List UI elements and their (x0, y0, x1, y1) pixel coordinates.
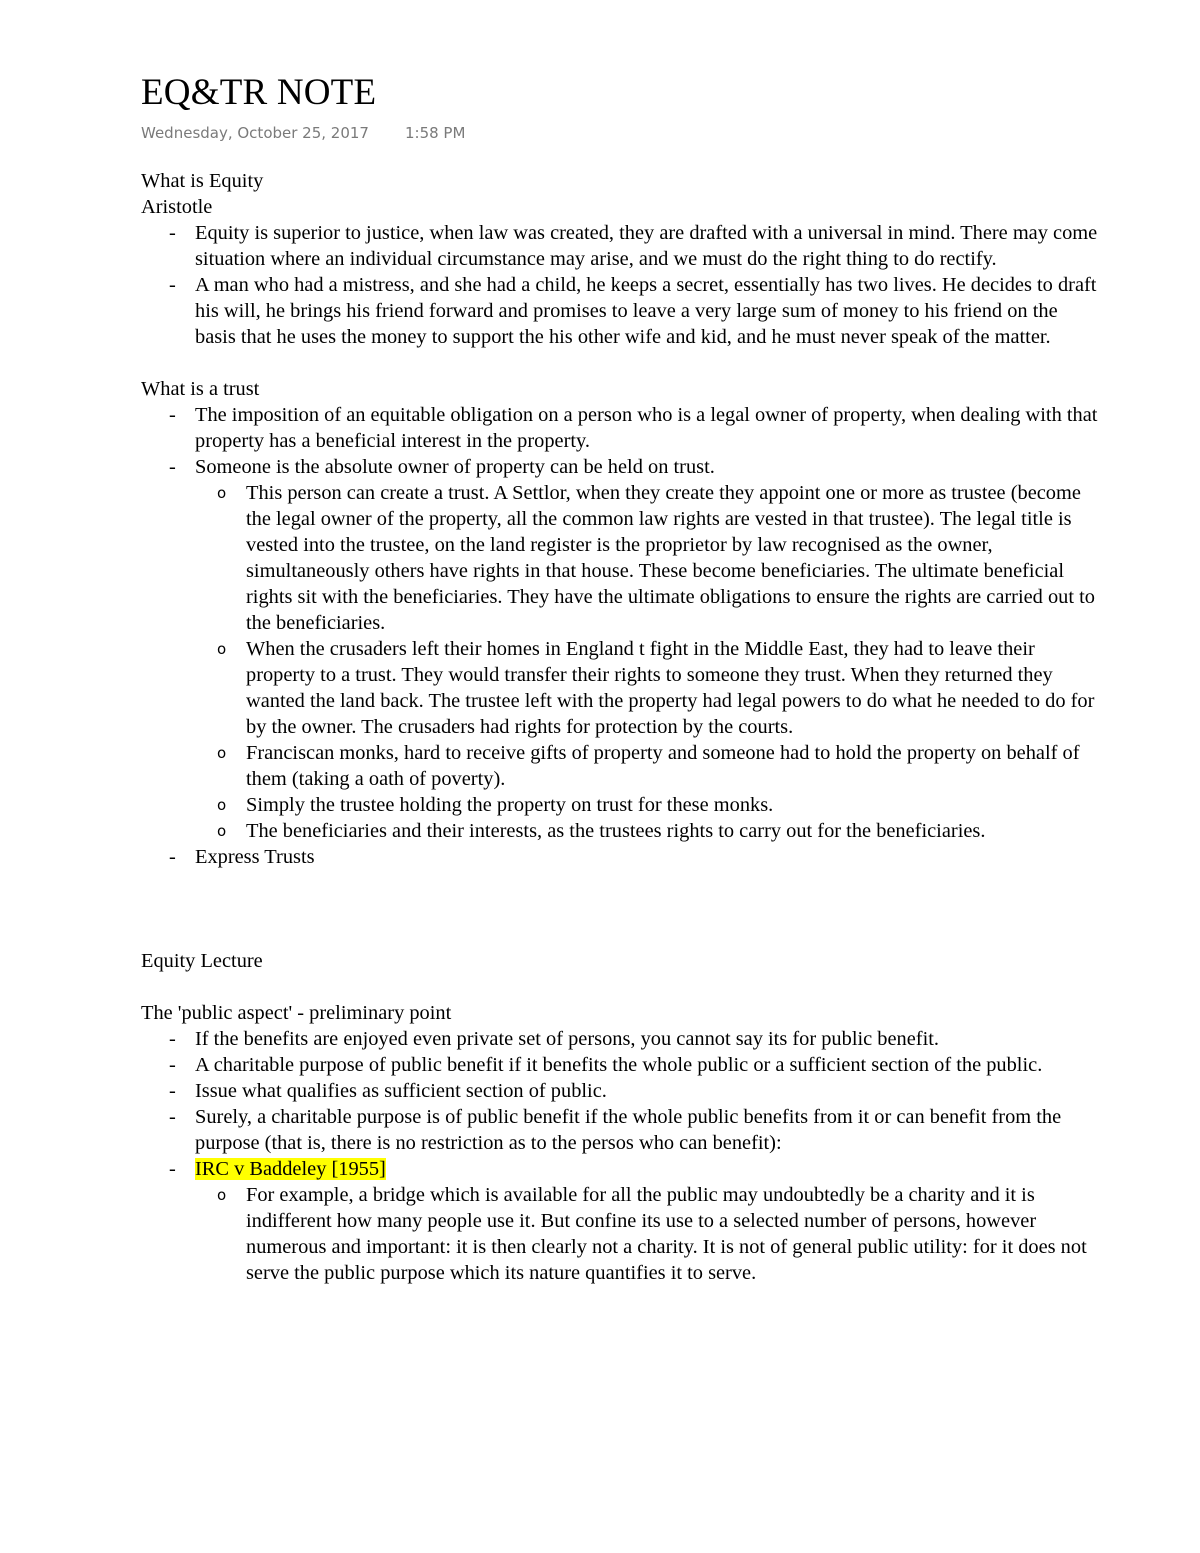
list-item: - Equity is superior to justice, when law was created, they are drafted with a universal in mind. There may come situation where an individual circumstance may arise, and we must do the right thing to do rectify. (169, 222, 1098, 270)
note-title: EQ&TR NOTE (141, 72, 377, 113)
list-item: - If the benefits are enjoyed even private set of persons, you cannot say its for public benefit. (169, 1028, 940, 1050)
dash-bullet-icon: - (169, 1080, 176, 1102)
list-item: - A charitable purpose of public benefit if it benefits the whole public or a sufficient section of the public. (169, 1054, 1043, 1076)
note-body (141, 168, 1101, 1286)
dash-bullet-icon: - (169, 222, 176, 244)
circle-bullet-icon: o (217, 744, 227, 762)
list-item: - Surely, a charitable purpose is of public benefit if the whole public benefits from it or can benefit from the purpose (that is, there is no restriction as to the persos who can benefit): (169, 1106, 1062, 1154)
note-date: Wednesday, October 25, 2017 (141, 124, 369, 142)
section-heading: Equity Lecture (141, 950, 263, 972)
note-time: 1:58 PM (404, 124, 466, 142)
sub-list-item: o The beneficiaries and their interests, as the trustees rights to carry out for the beneficiaries. (217, 820, 986, 842)
list-item: - A man who had a mistress, and she had a child, he keeps a secret, essentially has two lives. He decides to draft his will, he brings his friend forward and promises to leave a very large sum of money to his friend on the basis that he uses the money to support the his other wife and kid, and he must never speak of the matter. (169, 274, 1097, 348)
dash-bullet-icon: - (169, 1106, 176, 1128)
circle-bullet-icon: o (217, 1186, 227, 1204)
list-item: - The imposition of an equitable obligation on a person who is a legal owner of property, when dealing with that property has a beneficial interest in the property. (169, 404, 1098, 452)
dash-bullet-icon: - (169, 456, 176, 478)
dash-bullet-icon: - (169, 846, 176, 868)
circle-bullet-icon: o (217, 484, 227, 502)
list-item: - Issue what qualifies as sufficient section of public. (169, 1080, 607, 1102)
dash-bullet-icon: - (169, 404, 176, 426)
note-timestamp (141, 121, 465, 145)
dash-bullet-icon: - (169, 1158, 176, 1180)
sub-list-item: o Franciscan monks, hard to receive gifts of property and someone had to hold the property on behalf of them (taking a oath of poverty). (217, 742, 1080, 790)
section-heading: What is Equity (141, 170, 264, 192)
circle-bullet-icon: o (217, 796, 227, 814)
sub-list-item: o Simply the trustee holding the property on trust for these monks. (217, 794, 774, 816)
circle-bullet-icon: o (217, 640, 227, 658)
section-subheading: Aristotle (141, 196, 213, 218)
section-subheading: The 'public aspect' - preliminary point (141, 1002, 452, 1024)
circle-bullet-icon: o (217, 822, 227, 840)
sub-list-item: o For example, a bridge which is available for all the public may undoubtedly be a charity and it is indifferent how many people use it. But confine its use to a selected number of persons, however numerous and important: it is then clearly not a charity. It is not of general public utility: for it does not serve the public purpose which its nature quantifies it to serve. (217, 1184, 1087, 1284)
dash-bullet-icon: - (169, 1028, 176, 1050)
dash-bullet-icon: - (169, 274, 176, 296)
highlighted-case-citation: IRC v Baddeley [1955] (195, 1158, 386, 1180)
sub-list-item: o When the crusaders left their homes in England t fight in the Middle East, they had to leave their property to a trust. They would transfer their rights to someone they trust. When they returned they wanted the land back. The trustee left with the property had legal powers to do what he needed to do for by the owner. The crusaders had rights for protection by the courts. (217, 638, 1095, 738)
dash-bullet-icon: - (169, 1054, 176, 1076)
list-item: - Express Trusts (169, 846, 315, 868)
list-item (141, 1156, 1101, 1182)
list-item: - Someone is the absolute owner of property can be held on trust. (169, 456, 715, 478)
section-heading: What is a trust (141, 378, 260, 400)
sub-list-item: o This person can create a trust. A Settlor, when they create they appoint one or more as trustee (become the legal owner of the property, all the common law rights are vested in that trustee). The legal title is vested into the trustee, on the land register is the proprietor by law recognised as the owner, simultaneously others have rights in that house. These become beneficiaries. The ultimate beneficial rights sit with the beneficiaries. They have the ultimate obligations to ensure the rights are carried out to the beneficiaries. (217, 482, 1095, 634)
